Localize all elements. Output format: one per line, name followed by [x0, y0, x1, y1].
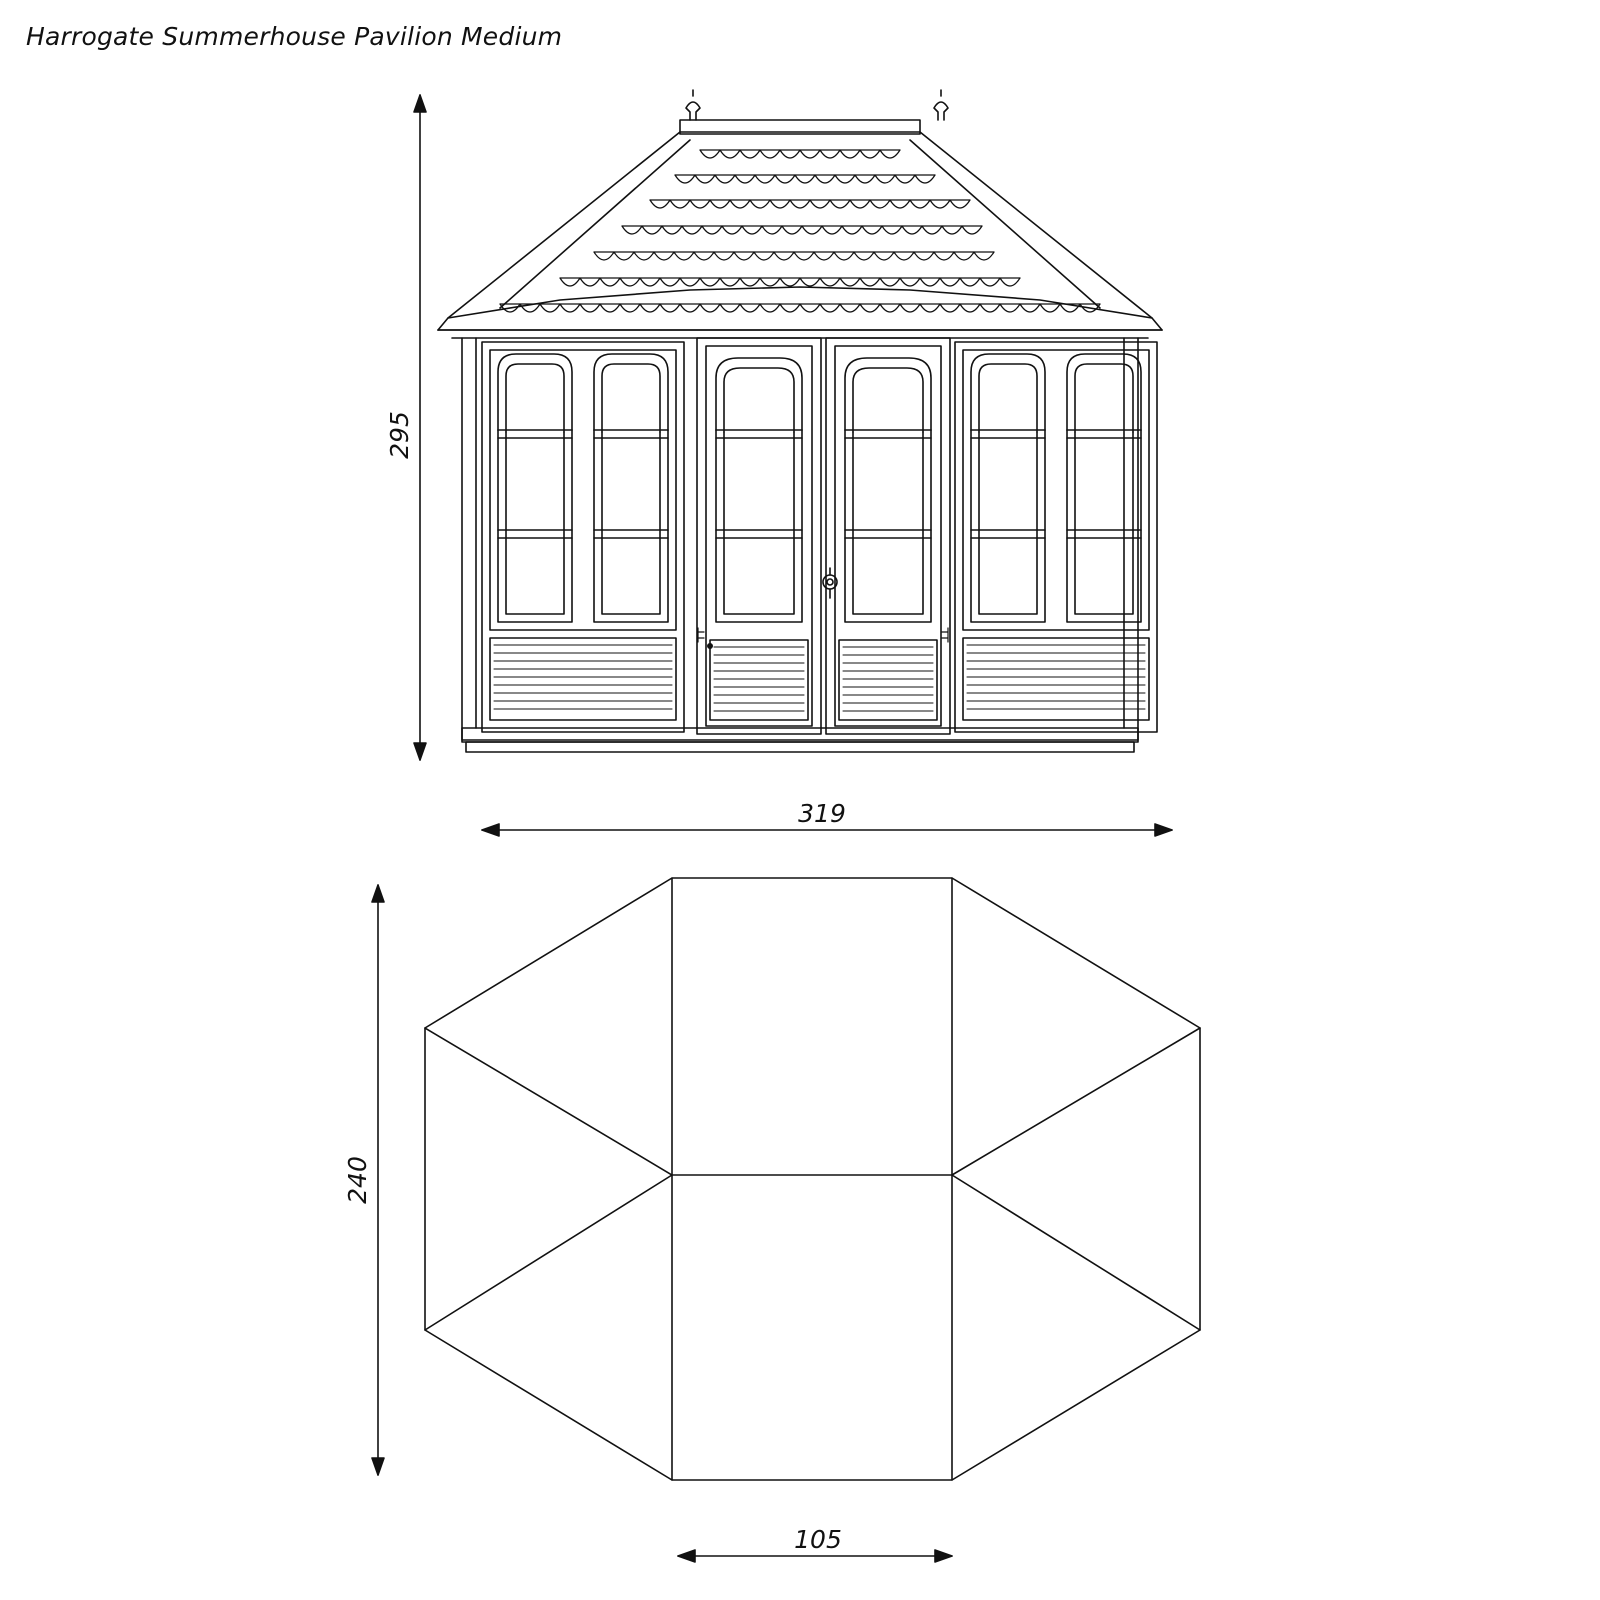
dimension-label-width: 319	[798, 799, 846, 828]
eave-fascia	[438, 330, 1162, 338]
front-elevation-view	[414, 90, 1172, 836]
page-title: Harrogate Summerhouse Pavilion Medium	[26, 22, 563, 51]
dimension-label-height: 295	[385, 411, 414, 459]
door-right-leaf[interactable]	[826, 338, 950, 734]
dimension-label-depth: 240	[343, 1156, 372, 1204]
finial-left	[686, 90, 700, 120]
door-left-leaf[interactable]	[697, 338, 821, 734]
dimension-height-295	[414, 95, 426, 760]
finial-right	[934, 90, 948, 120]
roof	[438, 90, 1162, 330]
window-bay-left	[482, 342, 684, 732]
floor-plan-view	[372, 878, 1200, 1562]
window-bay-right	[955, 342, 1157, 732]
dimension-label-facet: 105	[794, 1525, 842, 1554]
dimension-depth-240	[372, 885, 384, 1475]
